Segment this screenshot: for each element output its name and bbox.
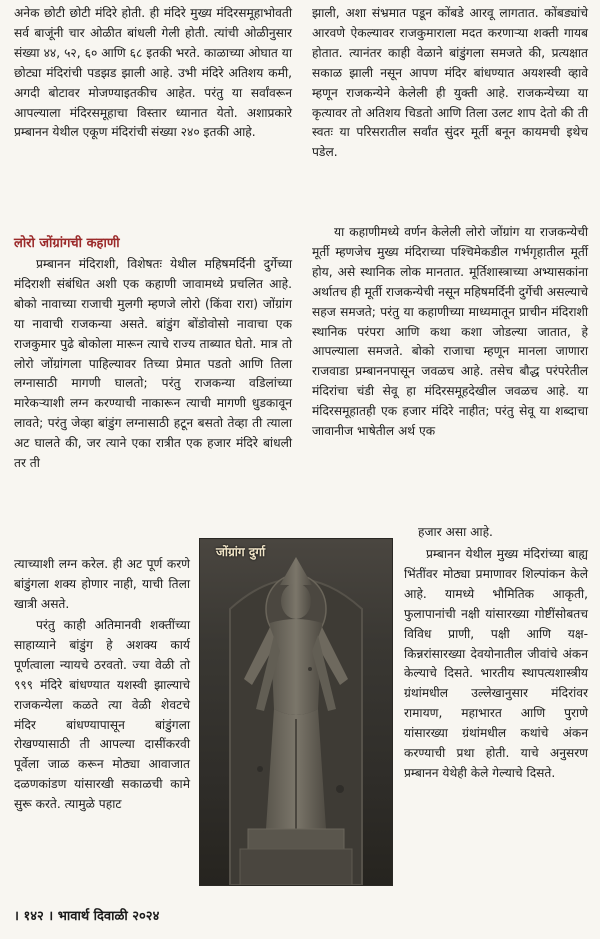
right-paragraph-2-end: हजार असा आहे. bbox=[418, 525, 493, 539]
left-story-paragraph-2: परंतु काही अतिमानवी शक्तींच्या साहाय्याने बांडुंग हे अशक्य कार्य पूर्णत्वाला न्यायचे ठरवतो. ज्या वेळी तो ९९९ मंदिरे बांधण्यात यशस्वी झाल्याचे राजकन्येला कळते त्या वेळी शेवटचे मंदिर बांधण्यापासून बांडुंगला रोखण्यासाठी ती आपल्या दासींकरवी पूर्वेला जाळ करून मोठ्या आवाजात दळणकांडण यांसारखी सकाळची कामे सुरू करते. त्यामुळे पहाट bbox=[14, 618, 190, 812]
left-story-continuation: त्याच्याशी लग्न करेल. ही अट पूर्ण करणे बांडुंगला शक्य होणार नाही, याची तिला खात्री असते. bbox=[14, 557, 190, 611]
left-story-paragraph: प्रम्बानन मंदिराशी, विशेषतः येथील महिषमर्दिनी दुर्गेच्या मंदिराशी संबंधित अशी एक कहाणी जावामध्ये प्रचलित आहे. बोको नावाच्या राजाची मुलगी म्हणजे लोरो (किंवा रारा) जोंग्रांग या नावाची राजकन्या असते. बांडुंग बोंडोवोसो नावाचा एक राजकुमार पुढे बोकोला मारून त्याचे राज्य ताब्यात घेतो. मात्र तो लोरो जोंग्रांगला पाहिल्यावर तिच्या प्रेमात पडतो आणि तिला लग्नासाठी मागणी घालतो; परंतु राजकन्या वडिलांच्या मारेकऱ्याशी लग्न करण्याची नाकारून त्याची मागणी धुडकावून लावते; परंतु जेव्हा बांडुंग लग्नासाठी हटून बसतो तेव्हा ती त्याला अट घालते की, जर त्याने एका रात्रीत एक हजार मंदिरे बांधली तर ती bbox=[14, 257, 292, 471]
page-footer: । १४२ । भावार्थ दिवाळी २०२४ bbox=[14, 909, 160, 924]
right-paragraph-3: प्रम्बानन येथील मुख्य मंदिरांच्या बाह्य भिंतींवर मोठ्या प्रमाणावर शिल्पांकन केले आहे. यामध्ये भौमितिक आकृती, फुलापानांची नक्षी यांसारख्या गोष्टींसोबतच विविध प्राणी, पक्षी आणि यक्ष-किन्नरांसारख्या देवयोनातील जीवांचे अंकन केल्याचे दिसते. भारतीय स्थापत्यशास्त्रीय ग्रंथांमधील उल्लेखानुसार मंदिरांवर रामायण, महाभारत आणि पुराणे यांसारख्या ग्रंथांमधील कथांचे अंकन करण्याची प्रथा होती. याचे अनुसरण प्रम्बानन येथेही केले गेल्याचे दिसते. bbox=[404, 547, 588, 780]
right-paragraph-2: या कहाणीमध्ये वर्णन केलेली लोरो जोंग्रांग या राजकन्येची मूर्ती म्हणजेच मुख्य मंदिराच्या पश्चिमेकडील गर्भगृहातील मूर्ती होय, असे स्थानिक लोक मानतात. मूर्तिशास्त्राच्या अभ्यासकांना अर्थातच ही मूर्ती राजकन्येची नसून महिषमर्दिनी दुर्गेची असल्याचे सहज समजते; परंतु या कहाणीच्या माध्यमातून प्राचीन मंदिराशी स्थानिक परंपरा आणि कथा कशा जोडल्या जातात, हे आपल्याला समजते. बोको राजाचा म्हणून मानला जाणारा राजवाडा प्रम्बाननपासून जवळच आहे. तसेच बौद्ध परंपरेतील मंदिरांचा चंडी सेवू हा मंदिरसमूहदेखील जवळच आहे. या मंदिरसमूहातही एक हजार मंदिरे नाहीत; परंतु सेवू या शब्दाचा जावानीज भाषेतील अर्थ एक bbox=[312, 225, 588, 439]
durga-statue-illustration bbox=[200, 539, 392, 885]
durga-statue-photo bbox=[199, 538, 393, 886]
left-intro-paragraph: अनेक छोटी छोटी मंदिरे होती. ही मंदिरे मुख्य मंदिरसमूहाभोवती सर्व बाजूंनी चार ओळीत बांधली गेली होती. त्यांची ओळीनुसार संख्या ४४, ५२, ६० आणि ६८ इतकी भरते. काळाच्या ओघात या छोट्या मंदिरांची पडझड झाली आहे. उभी मंदिरे अतिशय कमी, अगदी बोटावर मोजण्याइतकीच आहेत. परंतु या सर्वांवरून आपल्याला मंदिरसमूहाचा विस्तार ध्यानात येतो. अशाप्रकारे प्रम्बानन येथील एकूण मंदिरांची संख्या २४० इतकी आहे. bbox=[14, 6, 292, 140]
story-heading: लोरो जोंग्रांगची कहाणी bbox=[14, 236, 120, 251]
right-paragraph-1: झाली, अशा संभ्रमात पडून कोंबडे आरवू लागतात. कोंबड्यांचे आरवणे ऐकल्यावर राजकुमाराला मदत करणाऱ्या शक्ती गायब होतात. त्यानंतर काही वेळाने बांडुंगला समजते की, प्रत्यक्षात सकाळ झाली नसून आपण मंदिर बांधण्यात अयशस्वी व्हावे म्हणून राजकन्येने केलेली ही युक्ती आहे. राजकन्येच्या या कृत्यावर तो अतिशय चिडतो आणि तिला उलट शाप देतो की ती स्वतः या परिसरातील सर्वांत सुंदर मूर्ती बनून कायमची इथेच पडेल. bbox=[312, 6, 588, 160]
photo-caption: जोंग्रांग दुर्गा bbox=[216, 545, 266, 559]
